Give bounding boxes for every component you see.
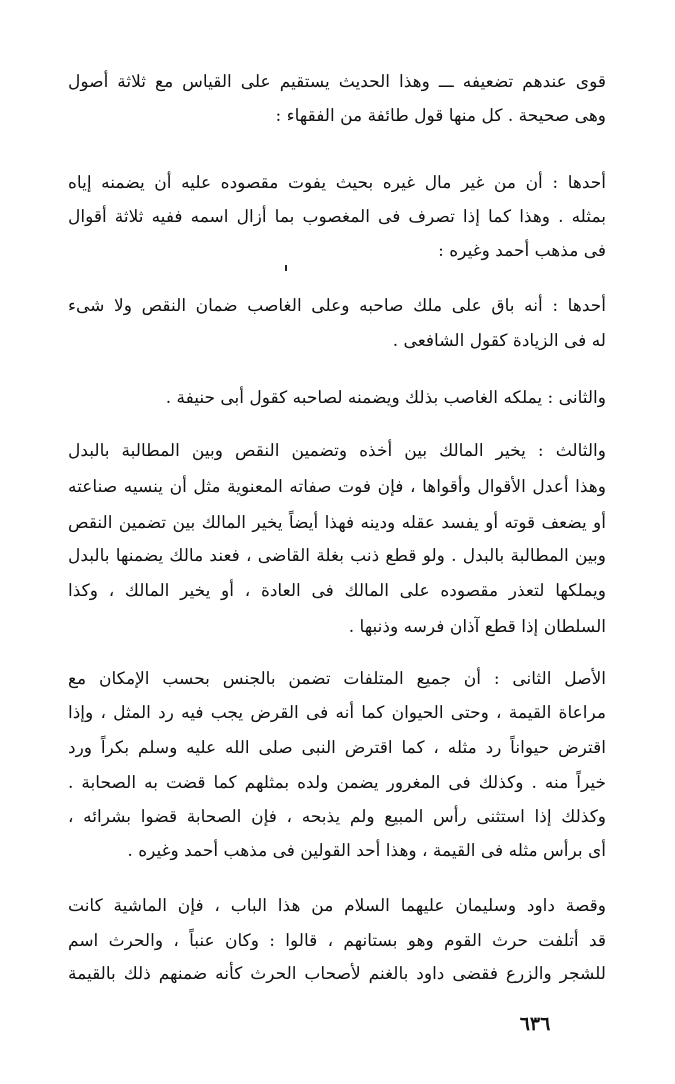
text-line: أو يضعف قوته أو يفسد عقله ودينه فهذا أيضاً يخير المالك بين تضمين النقص [68,513,606,533]
text-line: اقترض حيواناً رد مثله ، كما اقترض النبى صلى الله عليه وسلم بكراً ورد [68,738,606,758]
ink-speck [285,265,287,271]
text-line: أى برأس مثله فى القيمة ، وهذا أحد القولين فى مذهب أحمد وغيره . [127,841,606,861]
text-line: وكذلك إذا استثنى رأس المبيع ولم يذبحه ، فإن الصحابة قضوا بشرائه ، [68,807,606,827]
text-line: أحدها : أنه باق على ملك صاحبه وعلى الغاصب ضمان النقص ولا شىء [68,296,606,316]
text-line: وهذا أعدل الأقوال وأقواها ، فإن فوت صفاته المعنوية مثل أن ينسيه صناعته [68,477,606,497]
text-line: أحدها : أن من غير مال غيره بحيث يفوت مقصوده عليه أن يضمنه إياه [68,173,606,193]
text-line: والثالث : يخير المالك بين أخذه وتضمين النقص وبين المطالبة بالبدل [68,441,606,461]
text-line: قد أتلفت حرث القوم وهو بستانهم ، قالوا : وكان عنباً ، والحرث اسم [68,931,606,951]
text-line: مراعاة القيمة ، وحتى الحيوان كما أنه فى القرض يجب فيه رد المثل ، وإذا [68,703,606,723]
text-line: ويملكها لتعذر مقصوده على المالك فى العادة ، أو يخير المالك ، وكذا [68,581,606,601]
text-line: له فى الزيادة كقول الشافعى . [392,331,606,351]
text-line: وقصة داود وسليمان عليهما السلام من هذا الباب ، فإن الماشية كانت [68,896,606,916]
text-line: قوى عندهم تضعيفه ـــ وهذا الحديث يستقيم على القياس مع ثلاثة أصول [68,72,606,92]
text-line: السلطان إذا قطع آذان فرسه وذنبها . [348,617,606,637]
page-number: ٦٣٦ [519,1013,551,1035]
text-line: وهى صحيحة . كل منها قول طائفة من الفقهاء : [275,106,606,126]
text-line: وبين المطالبة بالبدل . ولو قطع ذنب بغلة القاضى ، فعند مالك يضمنها بالبدل [68,546,606,566]
text-line: بمثله . وهذا كما إذا تصرف فى المغصوب بما أزال اسمه ففيه ثلاثة أقوال [68,207,606,227]
text-line: للشجر والزرع فقضى داود بالغنم لأصحاب الحرث كأنه ضمنهم ذلك بالقيمة [68,964,606,984]
text-line: والثانى : يملكه الغاصب بذلك ويضمنه لصاحبه كقول أبى حنيفة . [165,388,606,408]
text-line: الأصل الثانى : أن جميع المتلفات تضمن بالجنس بحسب الإمكان مع [68,669,606,689]
text-line: خيراً منه . وكذلك فى المغرور يضمن ولده بمثلهم كما قضت به الصحابة . [68,773,606,793]
text-line: فى مذهب أحمد وغيره : [438,241,606,261]
